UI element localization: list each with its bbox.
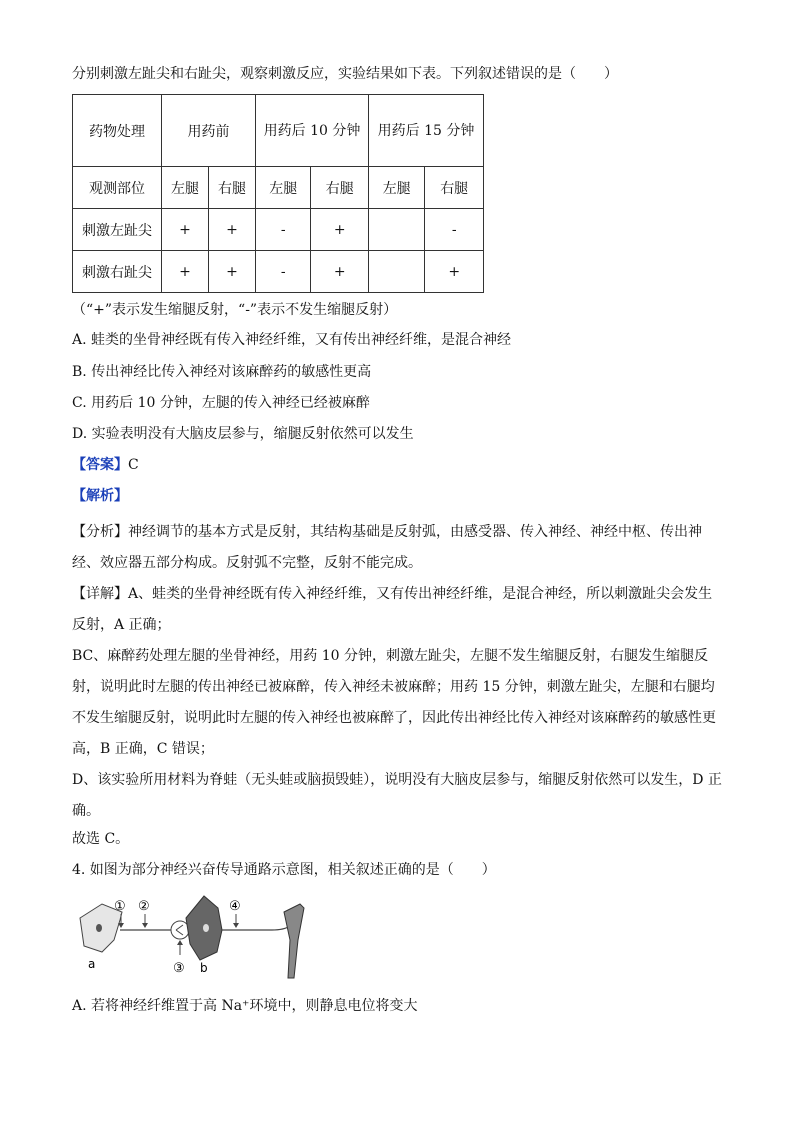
table-note: （“+”表示发生缩腿反射，“-”表示不发生缩腿反射） (72, 302, 398, 318)
label-4: ④ (229, 899, 241, 914)
conclusion: 故选 C。 (72, 831, 130, 847)
option-c: C. 用药后 10 分钟，左腿的传入神经已经被麻醉 (72, 395, 370, 411)
question-4: 4. 如图为部分神经兴奋传导通路示意图，相关叙述正确的是（ ） (72, 862, 496, 878)
nucleus-a (96, 924, 102, 932)
table-cell: + (162, 209, 209, 251)
muscle (284, 904, 304, 978)
table-header-cell: 用药后 10 分钟 (256, 95, 369, 167)
table-header-cell: 用药前 (162, 95, 256, 167)
table-header-cell: 左腿 (162, 167, 209, 209)
option-d: D. 实验表明没有大脑皮层参与，缩腿反射依然可以发生 (72, 426, 414, 442)
fenxi-label: 【分析】 (72, 524, 128, 540)
option-b: B. 传出神经比传入神经对该麻醉药的敏感性更高 (72, 364, 372, 380)
table-cell: - (425, 209, 484, 251)
synapse (171, 921, 189, 939)
table-cell: 刺激左趾尖 (73, 209, 162, 251)
fenxi-text: 神经调节的基本方式是反射，其结构基础是反射弧，由感受器、传入神经、神经中枢、传出神经、效应器五部分构成。反射弧不完整，反射不能完成。 (72, 524, 702, 571)
answer-line (72, 455, 139, 475)
neural-pathway-diagram (72, 890, 322, 985)
table-row (73, 209, 484, 251)
table-cell: 刺激右趾尖 (73, 251, 162, 293)
label-1: ① (114, 899, 126, 914)
table-cell: - (256, 209, 311, 251)
detail-paragraph-bc: BC、麻醉药处理左腿的坐骨神经，用药 10 分钟，刺激左趾尖，左腿不发生缩腿反射，右腿发生缩腿反射，说明此时左腿的传出神经已被麻醉，传入神经未被麻醉；用药 15 分钟，刺激左趾尖，左腿和右腿均不发生缩腿反射，说明此时左腿的传入神经也被麻醉了，因此传出神经比传入神经对该麻醉药的敏感性更高，B 正确，C 错误； (72, 648, 716, 757)
table-header-cell: 右腿 (209, 167, 256, 209)
analysis-label: 【解析】 (72, 488, 128, 504)
table-header-cell: 药物处理 (73, 95, 162, 167)
table-header-cell: 右腿 (425, 167, 484, 209)
answer-label: 【答案】 (72, 457, 128, 473)
detail-paragraph-a (72, 579, 722, 641)
label-a: a (88, 957, 96, 971)
table-cell: + (311, 209, 369, 251)
table-cell (369, 251, 425, 293)
table-cell (369, 209, 425, 251)
option-a: A. 蛙类的坐骨神经既有传入神经纤维，又有传出神经纤维，是混合神经 (72, 332, 512, 348)
q4-option-a: A. 若将神经纤维置于高 Na⁺环境中，则静息电位将变大 (72, 998, 418, 1014)
table-cell: + (311, 251, 369, 293)
detail-a-text: A、蛙类的坐骨神经既有传入神经纤维，又有传出神经纤维，是混合神经，所以刺激趾尖会发生反射，A 正确； (72, 586, 713, 633)
table-header-cell: 左腿 (256, 167, 311, 209)
analysis-paragraph (72, 517, 722, 579)
question-intro: 分别刺激左趾尖和右趾尖，观察刺激反应，实验结果如下表。下列叙述错误的是（ ） (72, 66, 618, 82)
nucleus-b (203, 924, 209, 932)
label-3: ③ (173, 961, 185, 976)
table-row (73, 251, 484, 293)
analysis-heading (72, 486, 128, 506)
table-header-cell: 观测部位 (73, 167, 162, 209)
table-header-cell: 左腿 (369, 167, 425, 209)
table-cell: + (425, 251, 484, 293)
table-header-cell: 右腿 (311, 167, 369, 209)
detail-label: 【详解】 (72, 586, 128, 602)
label-2: ② (138, 899, 150, 914)
label-b: b (200, 961, 208, 975)
table-header-cell: 用药后 15 分钟 (369, 95, 484, 167)
table-cell: + (162, 251, 209, 293)
table-cell: - (256, 251, 311, 293)
table-cell: + (209, 209, 256, 251)
table-cell: + (209, 251, 256, 293)
results-table (72, 94, 484, 293)
detail-paragraph-d: D、该实验所用材料为脊蛙（无头蛙或脑损毁蛙），说明没有大脑皮层参与，缩腿反射依然可以发生，D 正确。 (72, 772, 722, 819)
answer-value: C (128, 457, 139, 473)
